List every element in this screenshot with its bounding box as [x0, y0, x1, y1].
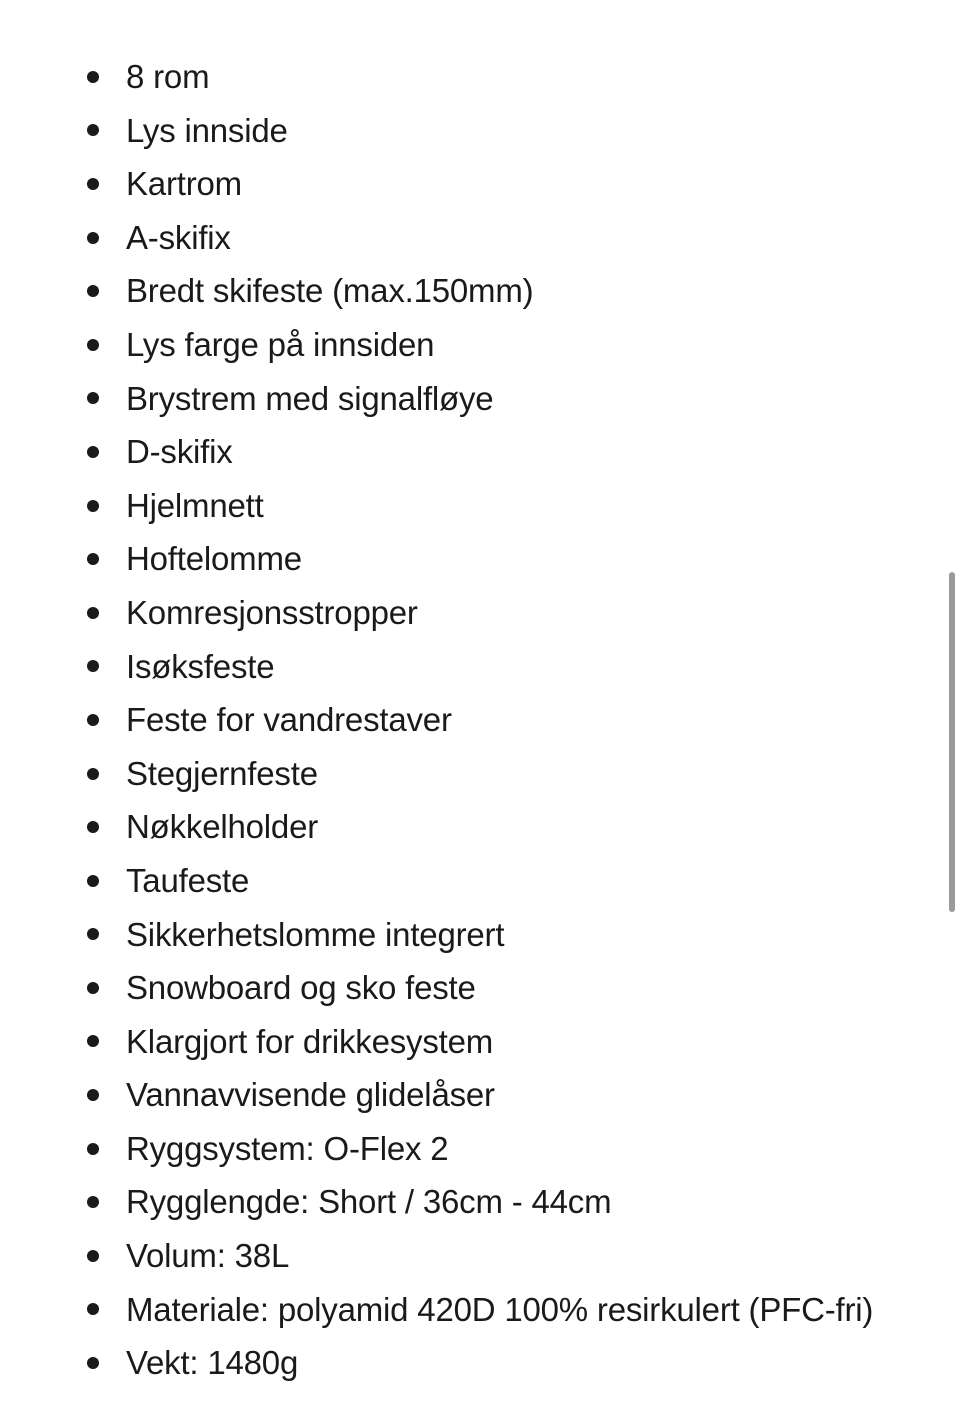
bullet-icon — [87, 71, 99, 83]
list-item-label: A-skifix — [126, 218, 231, 256]
list-item — [0, 1015, 930, 1069]
list-item-label: Vekt: 1480g — [126, 1344, 299, 1382]
list-item — [0, 1229, 930, 1283]
vertical-scrollbar[interactable] — [944, 0, 960, 1421]
list-item-label: Taufeste — [126, 861, 250, 899]
list-item — [0, 318, 930, 372]
list-item-label: Hjelmnett — [126, 486, 264, 524]
bullet-icon — [87, 928, 99, 940]
list-item-label: Komresjonsstropper — [126, 593, 418, 631]
bullet-icon — [87, 1303, 99, 1315]
list-item-label: 8 rom — [126, 58, 210, 95]
list-item-label: Sikkerhetslomme integrert — [126, 915, 505, 953]
list-item — [0, 640, 930, 694]
bullet-icon — [87, 500, 99, 512]
list-item — [0, 586, 930, 640]
bullet-icon — [87, 1250, 99, 1262]
bullet-icon — [87, 607, 99, 619]
list-item-label: D-skifix — [126, 433, 233, 471]
list-item-label: Hoftelomme — [126, 540, 302, 578]
bullet-icon — [87, 875, 99, 887]
list-item — [0, 1283, 930, 1337]
list-item — [0, 157, 930, 211]
list-item-label: Materiale: polyamid 420D 100% resirkulert (PFC-fri) — [126, 1290, 874, 1328]
list-item — [0, 372, 930, 426]
bullet-icon — [87, 232, 99, 244]
list-item — [0, 747, 930, 801]
list-item-label: Ryggsystem: O-Flex 2 — [126, 1129, 449, 1167]
list-item — [0, 961, 930, 1015]
bullet-icon — [87, 1196, 99, 1208]
list-item — [0, 211, 930, 265]
bullet-icon — [87, 1357, 99, 1369]
bullet-icon — [87, 1089, 99, 1101]
scrollbar-thumb[interactable] — [949, 572, 955, 912]
bullet-icon — [87, 124, 99, 136]
list-item-label: Snowboard og sko feste — [126, 969, 476, 1007]
bullet-icon — [87, 392, 99, 404]
feature-list — [0, 50, 930, 1390]
bullet-icon — [87, 339, 99, 351]
list-item-label: Bredt skifeste (max.150mm) — [126, 272, 534, 310]
list-item-label: Klargjort for drikkesystem — [126, 1022, 494, 1060]
list-item — [0, 104, 930, 158]
bullet-icon — [87, 821, 99, 833]
list-item-label: Isøksfeste — [126, 647, 275, 685]
bullet-icon — [87, 714, 99, 726]
bullet-icon — [87, 660, 99, 672]
list-item — [0, 479, 930, 533]
list-item-label: Brystrem med signalfløye — [126, 379, 494, 417]
list-item — [0, 1175, 930, 1229]
bullet-icon — [87, 285, 99, 297]
bullet-icon — [87, 553, 99, 565]
list-item-label: Lys innside — [126, 111, 288, 149]
list-item-label: Vannavvisende glidelåser — [126, 1076, 495, 1114]
bullet-icon — [87, 446, 99, 458]
list-item — [0, 800, 930, 854]
list-item-label: Rygglengde: Short / 36cm - 44cm — [126, 1183, 612, 1221]
list-item — [0, 1336, 930, 1390]
list-item — [0, 693, 930, 747]
bullet-icon — [87, 982, 99, 994]
list-item-label: Volum: 38L — [126, 1237, 290, 1275]
list-item — [0, 264, 930, 318]
bullet-icon — [87, 1143, 99, 1155]
list-item — [0, 425, 930, 479]
list-item — [0, 1068, 930, 1122]
list-item — [0, 532, 930, 586]
list-item-label: Lys farge på innsiden — [126, 325, 435, 363]
list-item — [0, 50, 930, 104]
bullet-icon — [87, 178, 99, 190]
list-item-label: Kartrom — [126, 165, 242, 203]
bullet-icon — [87, 1035, 99, 1047]
list-item-label: Nøkkelholder — [126, 808, 319, 846]
list-item-label: Stegjernfeste — [126, 754, 318, 792]
list-item — [0, 854, 930, 908]
list-item — [0, 1122, 930, 1176]
feature-list-container — [0, 50, 930, 1390]
list-item — [0, 908, 930, 962]
list-item-label: Feste for vandrestaver — [126, 701, 452, 739]
bullet-icon — [87, 768, 99, 780]
